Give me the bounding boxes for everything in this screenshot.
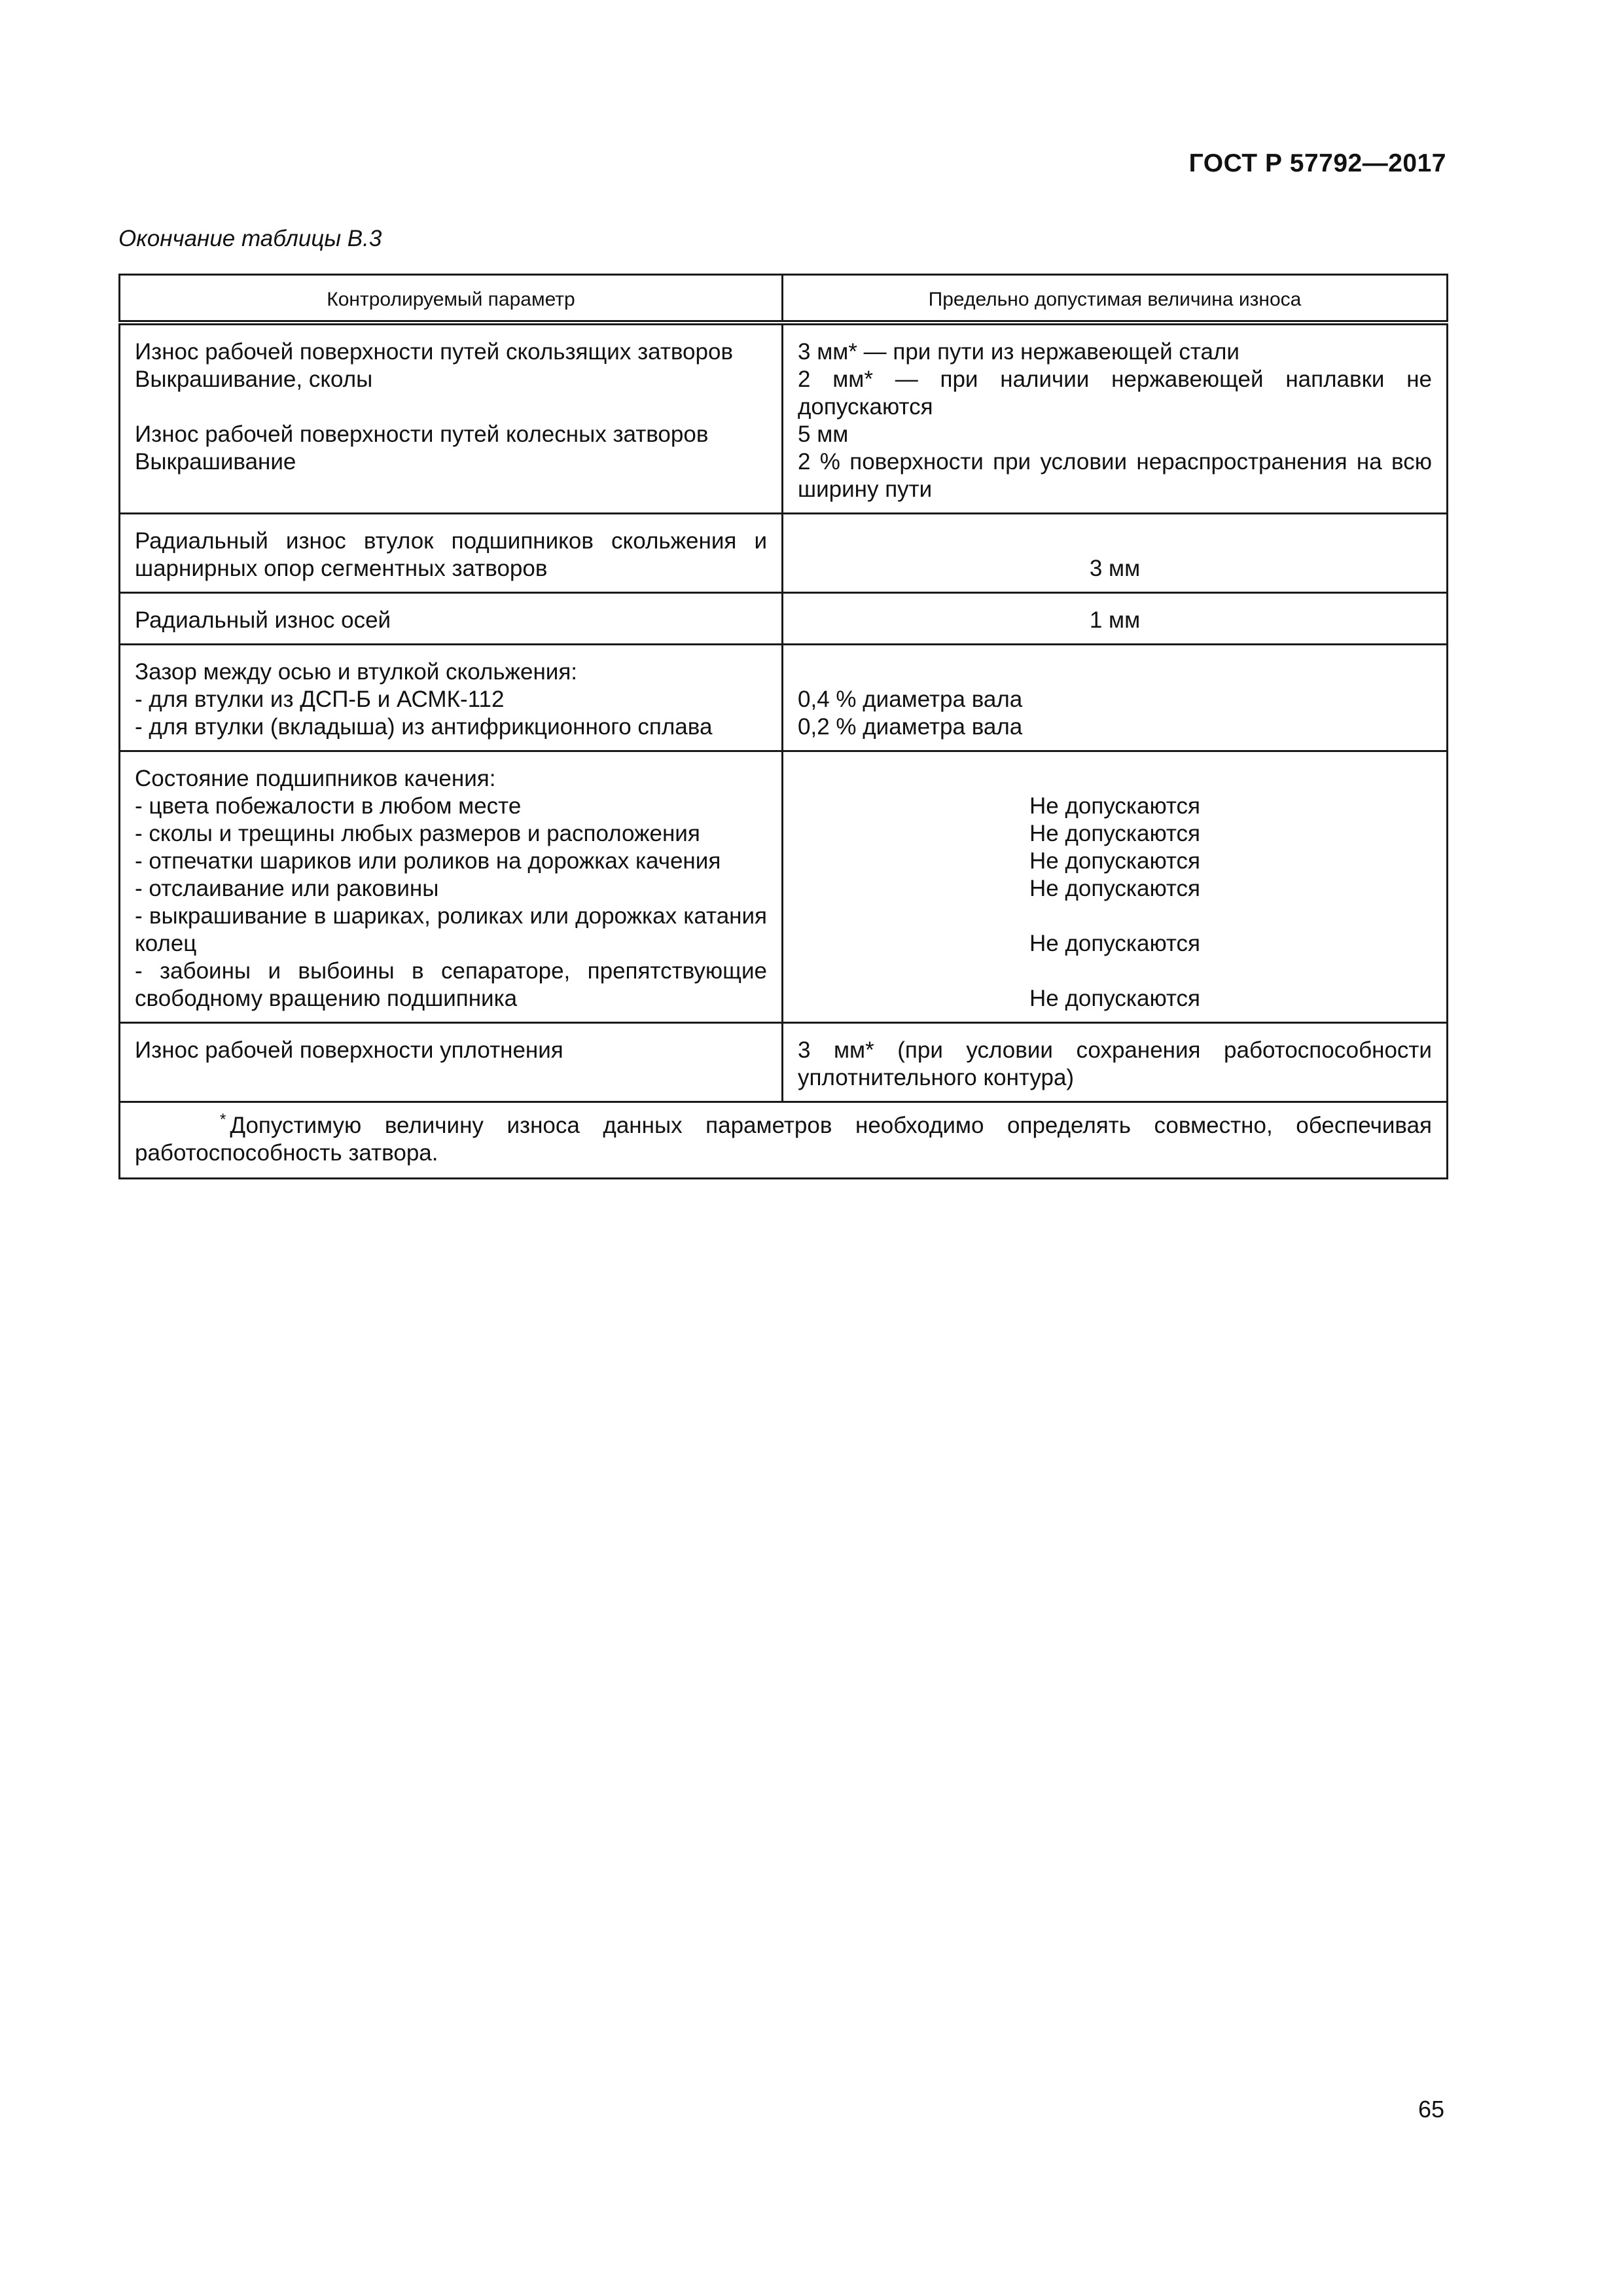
parameter-line: Износ рабочей поверхности путей скользящих затворов	[135, 339, 734, 365]
limit-line: Не допускаются	[1029, 793, 1201, 819]
spacer	[135, 393, 767, 421]
limit-line: Не допускаются	[1029, 931, 1201, 956]
parameter-line: - выкрашивание в шариках, роликах или дорожках катания колец	[135, 903, 767, 956]
limit-cell: 3 мм* (при условии сохранения работоспособности уплотнительного контура)	[783, 1023, 1448, 1102]
spacer	[798, 958, 1432, 985]
table-row	[120, 1023, 1448, 1102]
parameter-line: Зазор между осью и втулкой скольжения:	[135, 659, 578, 685]
limit-cell	[783, 645, 1448, 751]
table-row	[120, 645, 1448, 751]
table-row	[120, 751, 1448, 1023]
column-header-limit: Предельно допустимая величина износа	[783, 275, 1448, 323]
spacer	[798, 765, 1432, 793]
parameter-line: Выкрашивание, сколы	[135, 367, 373, 392]
parameter-cell	[120, 323, 783, 514]
limit-line: 5 мм	[798, 422, 849, 447]
table-row	[120, 593, 1448, 645]
parameter-line: - цвета побежалости в любом месте	[135, 793, 522, 819]
parameter-line: - для втулки из ДСП-Б и АСМК-112	[135, 687, 505, 712]
limit-line: 3 мм* — при пути из нержавеющей стали	[798, 339, 1240, 365]
limit-cell: 3 мм	[783, 514, 1448, 593]
limit-line: 2 % поверхности при условии нераспространения на всю ширину пути	[798, 449, 1432, 502]
parameter-cell	[120, 751, 783, 1023]
document-code: ГОСТ Р 57792—2017	[1188, 149, 1446, 177]
parameter-cell: Износ рабочей поверхности уплотнения	[120, 1023, 783, 1102]
limit-line: Не допускаются	[1029, 986, 1201, 1011]
parameter-line: - сколы и трещины любых размеров и расположения	[135, 821, 700, 846]
footnote	[135, 1112, 1432, 1167]
wear-limits-table	[118, 274, 1448, 1179]
limit-line: 2 мм* — при наличии нержавеющей наплавки не допускаются	[798, 367, 1432, 420]
parameter-line: - для втулки (вкладыша) из антифрикционного сплава	[135, 714, 713, 740]
parameter-line: - забоины и выбоины в сепараторе, препятствующие свободному вращению подшипника	[135, 958, 767, 1011]
table-caption: Окончание таблицы В.3	[118, 226, 382, 251]
table-row	[120, 323, 1448, 514]
limit-line: Не допускаются	[1029, 848, 1201, 874]
limit-cell: 1 мм	[783, 593, 1448, 645]
limit-cell	[783, 323, 1448, 514]
parameter-cell	[120, 645, 783, 751]
footnote-mark: *	[220, 1111, 226, 1129]
footnote-row	[120, 1102, 1448, 1179]
parameter-line: - отслаивание или раковины	[135, 876, 439, 901]
spacer	[798, 903, 1432, 930]
parameter-cell: Радиальный износ втулок подшипников скольжения и шарнирных опор сегментных затворов	[120, 514, 783, 593]
limit-line: 0,2 % диаметра вала	[798, 714, 1023, 740]
table-row	[120, 514, 1448, 593]
parameter-line: Состояние подшипников качения:	[135, 766, 496, 791]
spacer	[798, 658, 1432, 686]
table-header-row	[120, 275, 1448, 323]
limit-line: 0,4 % диаметра вала	[798, 687, 1023, 712]
parameter-line: Выкрашивание	[135, 449, 296, 475]
page-number: 65	[1418, 2096, 1444, 2123]
footnote-cell	[120, 1102, 1448, 1179]
parameter-cell: Радиальный износ осей	[120, 593, 783, 645]
parameter-line: - отпечатки шариков или роликов на дорожках качения	[135, 848, 721, 874]
limit-line: Не допускаются	[1029, 876, 1201, 901]
limit-cell	[783, 751, 1448, 1023]
column-header-parameter: Контролируемый параметр	[120, 275, 783, 323]
footnote-text: Допустимую величину износа данных параметров необходимо определять совместно, обеспечивая работоспособность затвора.	[135, 1113, 1432, 1166]
parameter-line: Износ рабочей поверхности путей колесных затворов	[135, 422, 709, 447]
limit-line: Не допускаются	[1029, 821, 1201, 846]
